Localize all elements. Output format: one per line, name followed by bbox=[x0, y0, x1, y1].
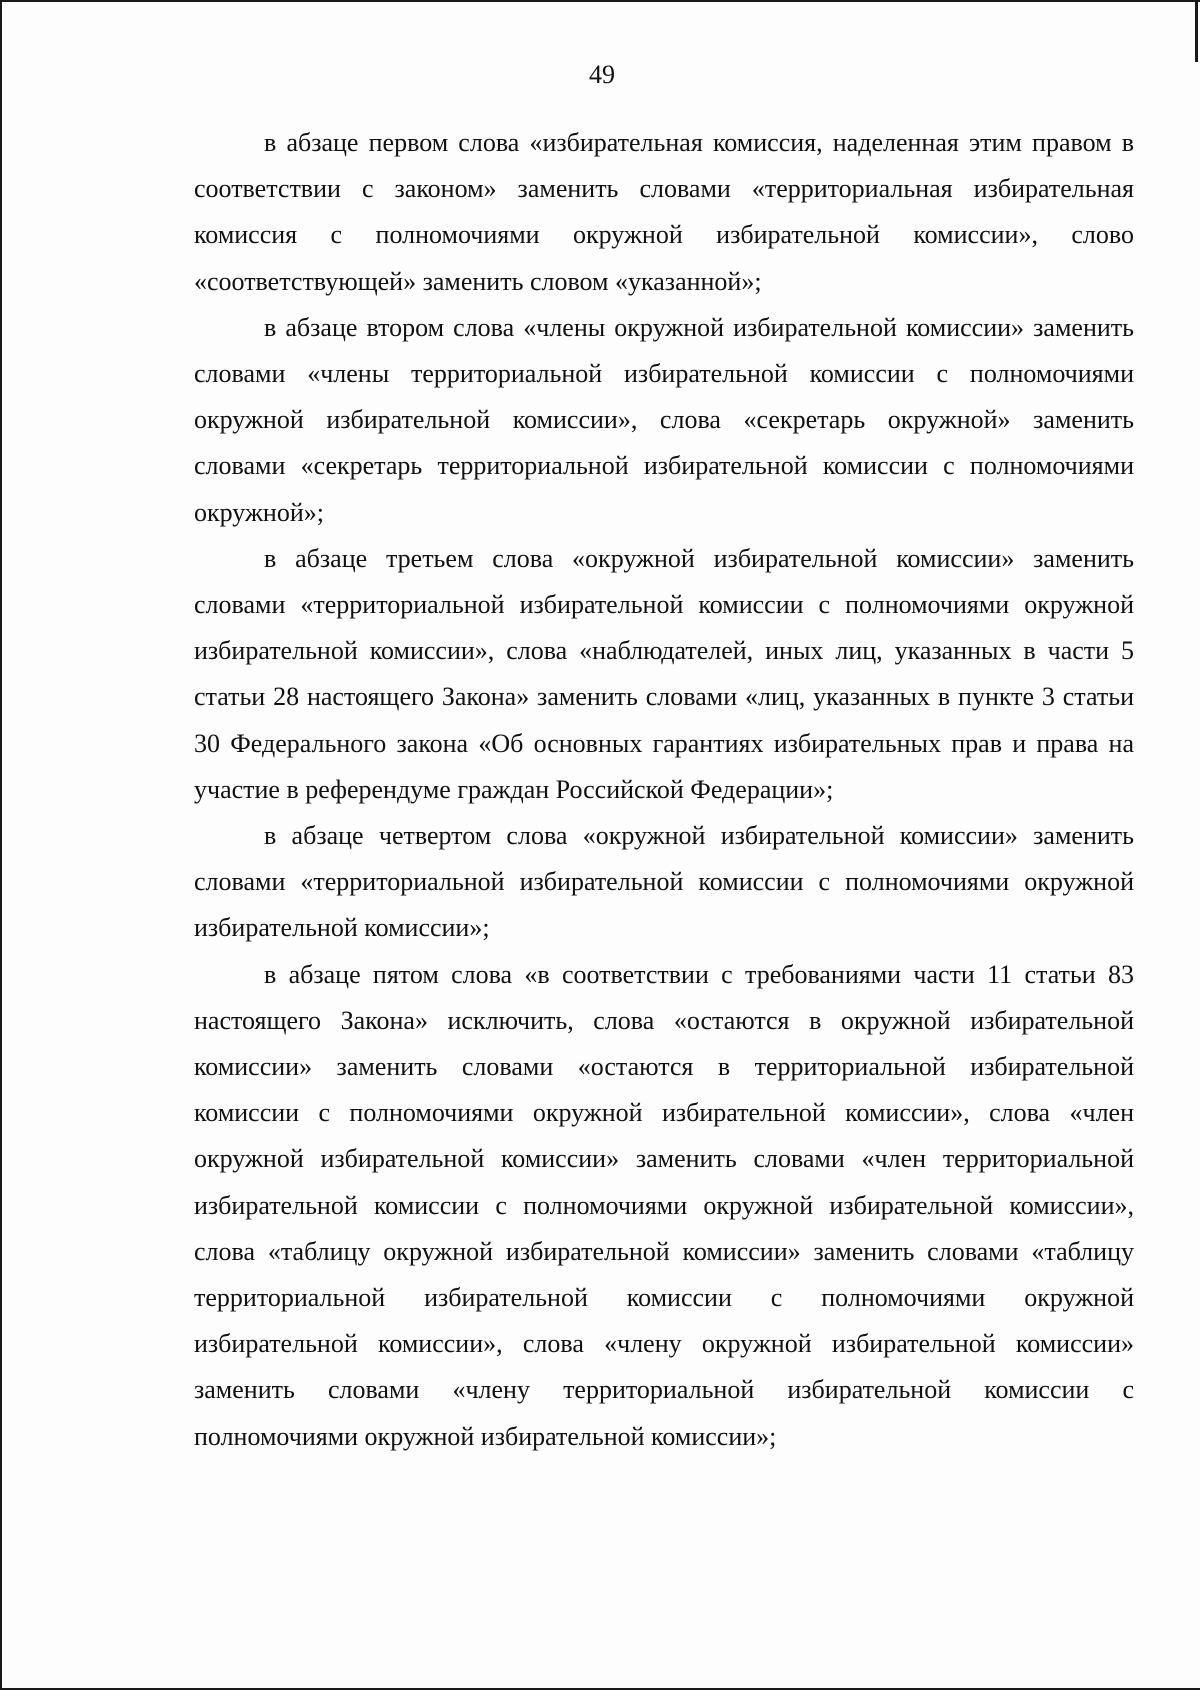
document-body bbox=[194, 120, 1134, 1460]
page-number: 49 bbox=[589, 60, 615, 89]
paragraph-abzac-tretij: в абзаце третьем слова «окружной избирательной комиссии» заменить словами «территориальной избирательной комиссии с полномочиями окружной избирательной комиссии», слова «наблюдателей, иных лиц, указанных в части 5 статьи 28 настоящего Закона» заменить словами «лиц, указанных в пункте 3 статьи 30 Федерального закона «Об основных гарантиях избирательных прав и права на участие в референдуме граждан Российской Федерации»; bbox=[194, 543, 1134, 804]
paragraph-abzac-chetvertyj: в абзаце четвертом слова «окружной избирательной комиссии» заменить словами «территориальной избирательной комиссии с полномочиями окружной избирательной комиссии»; bbox=[194, 821, 1134, 943]
paragraph-abzac-pyatyj: в абзаце пятом слова «в соответствии с требованиями части 11 статьи 83 настоящего Закона» исключить, слова «остаются в окружной избирательной комиссии» заменить словами «остаются в территориальной избирательной комиссии с полномочиями окружной избирательной комиссии», слова «член окружной избирательной комиссии» заменить словами «член территориальной избирательной комиссии с полномочиями окружной избирательной комиссии», слова «таблицу окружной избирательной комиссии» заменить словами «таблицу территориальной избирательной комиссии с полномочиями окружной избирательной комиссии», слова «члену окружной избирательной комиссии» заменить словами «члену территориальной избирательной комиссии с полномочиями окружной избирательной комиссии»; bbox=[194, 959, 1134, 1451]
paragraph-abzac-vtoroj: в абзаце втором слова «члены окружной избирательной комиссии» заменить словами «члены территориальной избирательной комиссии с полномочиями окружной избирательной комиссии», слова «секретарь окружной» заменить словами «секретарь территориальной избирательной комиссии с полномочиями окружной»; bbox=[194, 312, 1134, 527]
paragraph-abzac-pervyj: в абзаце первом слова «избирательная комиссия, наделенная этим правом в соответствии с законом» заменить словами «территориальная избирательная комиссия с полномочиями окружной избирательной комиссии», слово «соответствующей» заменить словом «указанной»; bbox=[194, 128, 1134, 296]
page-edge-mark bbox=[1195, 2, 1198, 62]
